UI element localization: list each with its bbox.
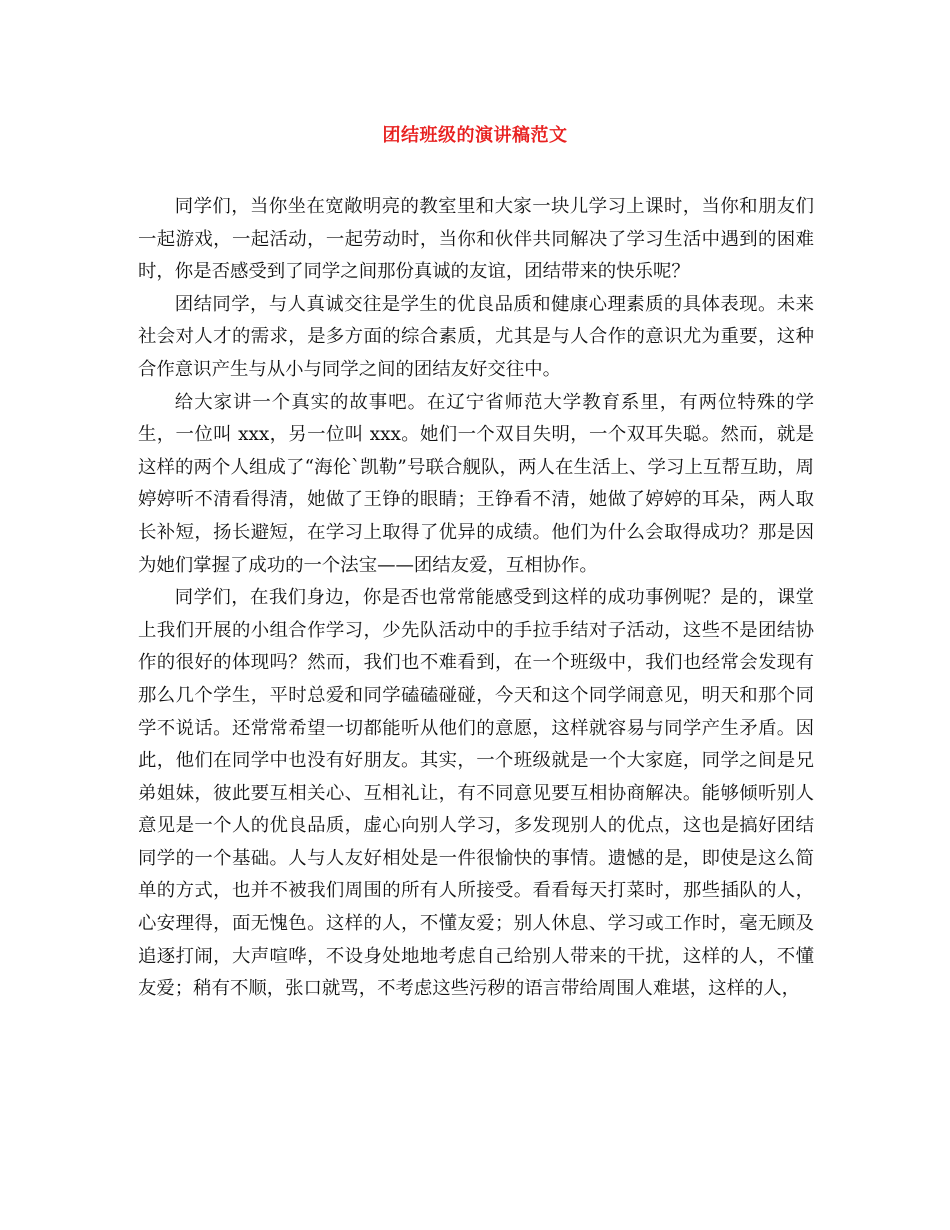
document-body: [138, 191, 814, 1006]
paragraph-3: 给大家讲一个真实的故事吧。在辽宁省师范大学教育系里，有两位特殊的学生，一位叫 xxx，另一位叫 xxx。她们一个双目失明，一个双耳失聪。然而，就是这样的两个人组成了“海伦`凯勒”号联合舰队，两人在生活上、学习上互帮互助，周婷婷听不清看得清，她做了王铮的眼睛；王铮看不清，她做了婷婷的耳朵，两人取长补短，扬长避短，在学习上取得了优异的成绩。他们为什么会取得成功？那是因为她们掌握了成功的一个法宝——团结友爱，互相协作。: [138, 391, 814, 576]
document-title: 团结班级的演讲稿范文: [382, 125, 568, 146]
paragraph-4: 同学们，在我们身边，你是否也常常能感受到这样的成功事例呢？是的，课堂上我们开展的小组合作学习，少先队活动中的手拉手结对子活动，这些不是团结协作的很好的体现吗？然而，我们也不难看到，在一个班级中，我们也经常会发现有那么几个学生，平时总爱和同学磕磕碰碰，今天和这个同学闹意见，明天和那个同学不说话。还常常希望一切都能听从他们的意愿，这样就容易与同学产生矛盾。因此，他们在同学中也没有好朋友。其实，一个班级就是一个大家庭，同学之间是兄弟姐妹，彼此要互相关心、互相礼让，有不同意见要互相协商解决。能够倾听别人意见是一个人的优良品质，虚心向别人学习，多发现别人的优点，这也是搞好团结同学的一个基础。人与人友好相处是一件很愉快的事情。遗憾的是，即使是这么简单的方式，也并不被我们周围的所有人所接受。看看每天打菜时，那些插队的人，心安理得，面无愧色。这样的人，不懂友爱；别人休息、学习或工作时，毫无顾及追逐打闹，大声喧哗，不设身处地地考虑自己给别人带来的干扰，这样的人，不懂友爱；稍有不顺，张口就骂，不考虑这些污秽的语言带给周围人难堪，这样的人，: [138, 587, 814, 1000]
paragraph-2: 团结同学，与人真诚交往是学生的优良品质和健康心理素质的具体表现。未来社会对人才的需求，是多方面的综合素质，尤其是与人合作的意识尤为重要，这种合作意识产生与从小与同学之间的团结友好交往中。: [138, 293, 814, 380]
paragraph-1: 同学们，当你坐在宽敞明亮的教室里和大家一块儿学习上课时，当你和朋友们一起游戏，一起活动，一起劳动时，当你和伙伴共同解决了学习生活中遇到的困难时，你是否感受到了同学之间那份真诚的友谊，团结带来的快乐呢？: [138, 196, 814, 283]
